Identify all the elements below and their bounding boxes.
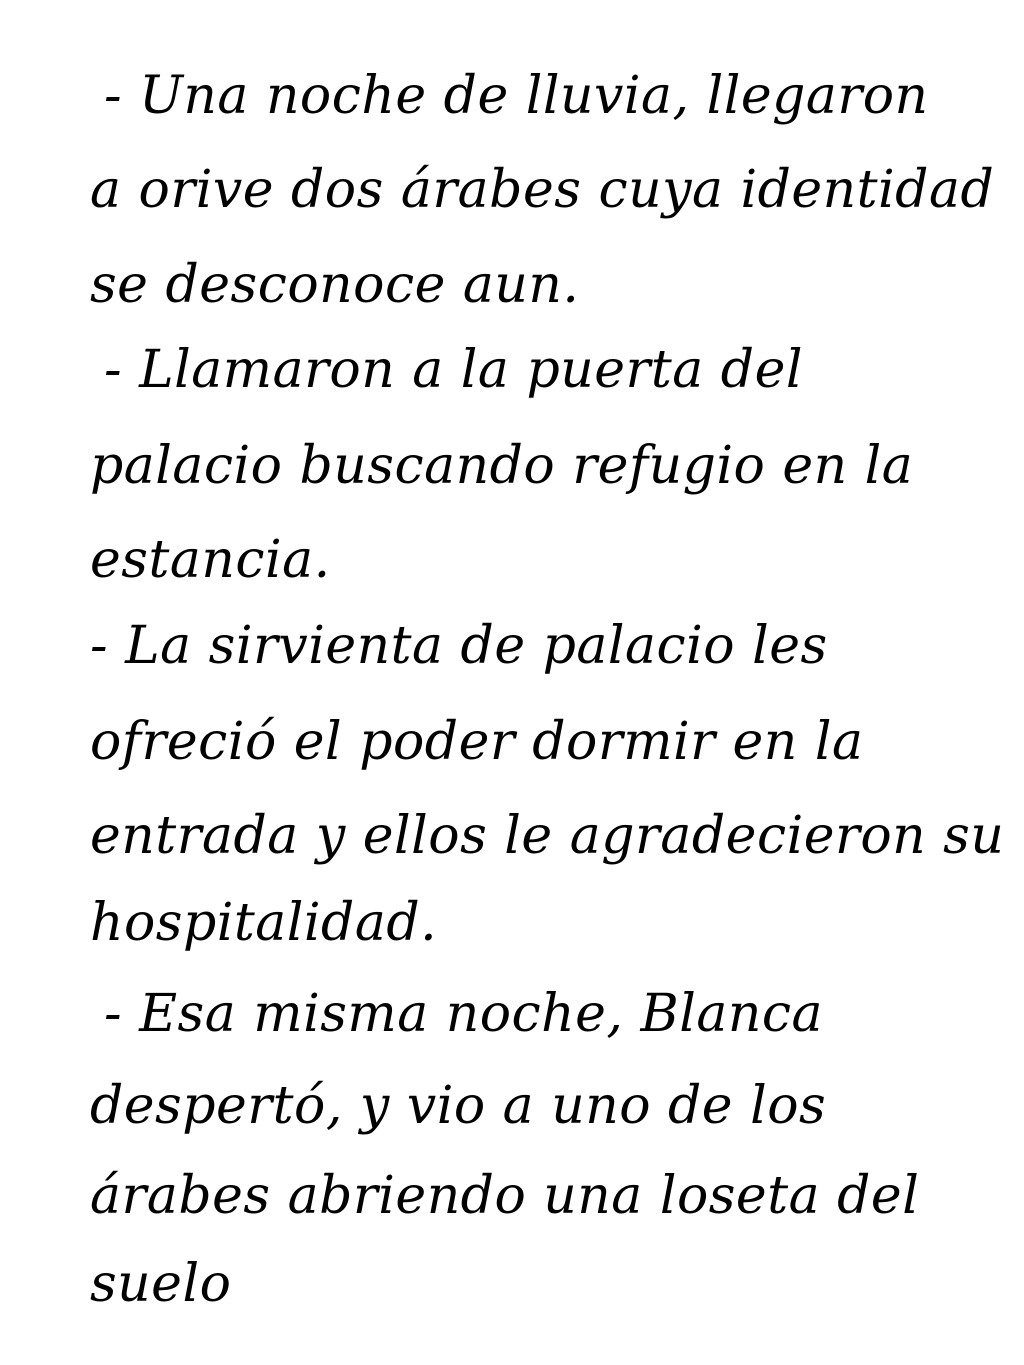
text-line: palacio buscando refugio en la [90, 436, 914, 496]
text-line: hospitalidad. [90, 893, 438, 953]
text-line: - Llamaron a la puerta del [104, 340, 803, 400]
text-line: a orive dos árabes cuya identidad [90, 160, 995, 220]
text-line: - Esa misma noche, Blanca [104, 984, 823, 1044]
text-line: despertó, y vio a uno de los [90, 1076, 827, 1136]
text-line: estancia. [90, 530, 331, 590]
text-line: - Una noche de lluvia, llegaron [104, 66, 929, 126]
text-line: suelo [90, 1254, 232, 1314]
text-line: entrada y ellos le agradecieron su [90, 806, 1005, 866]
text-line: se desconoce aun. [90, 255, 580, 315]
text-line: ofreció el poder dormir en la [90, 712, 864, 772]
text-line: árabes abriendo una loseta del [90, 1166, 920, 1226]
text-line: - La sirvienta de palacio les [90, 616, 828, 676]
